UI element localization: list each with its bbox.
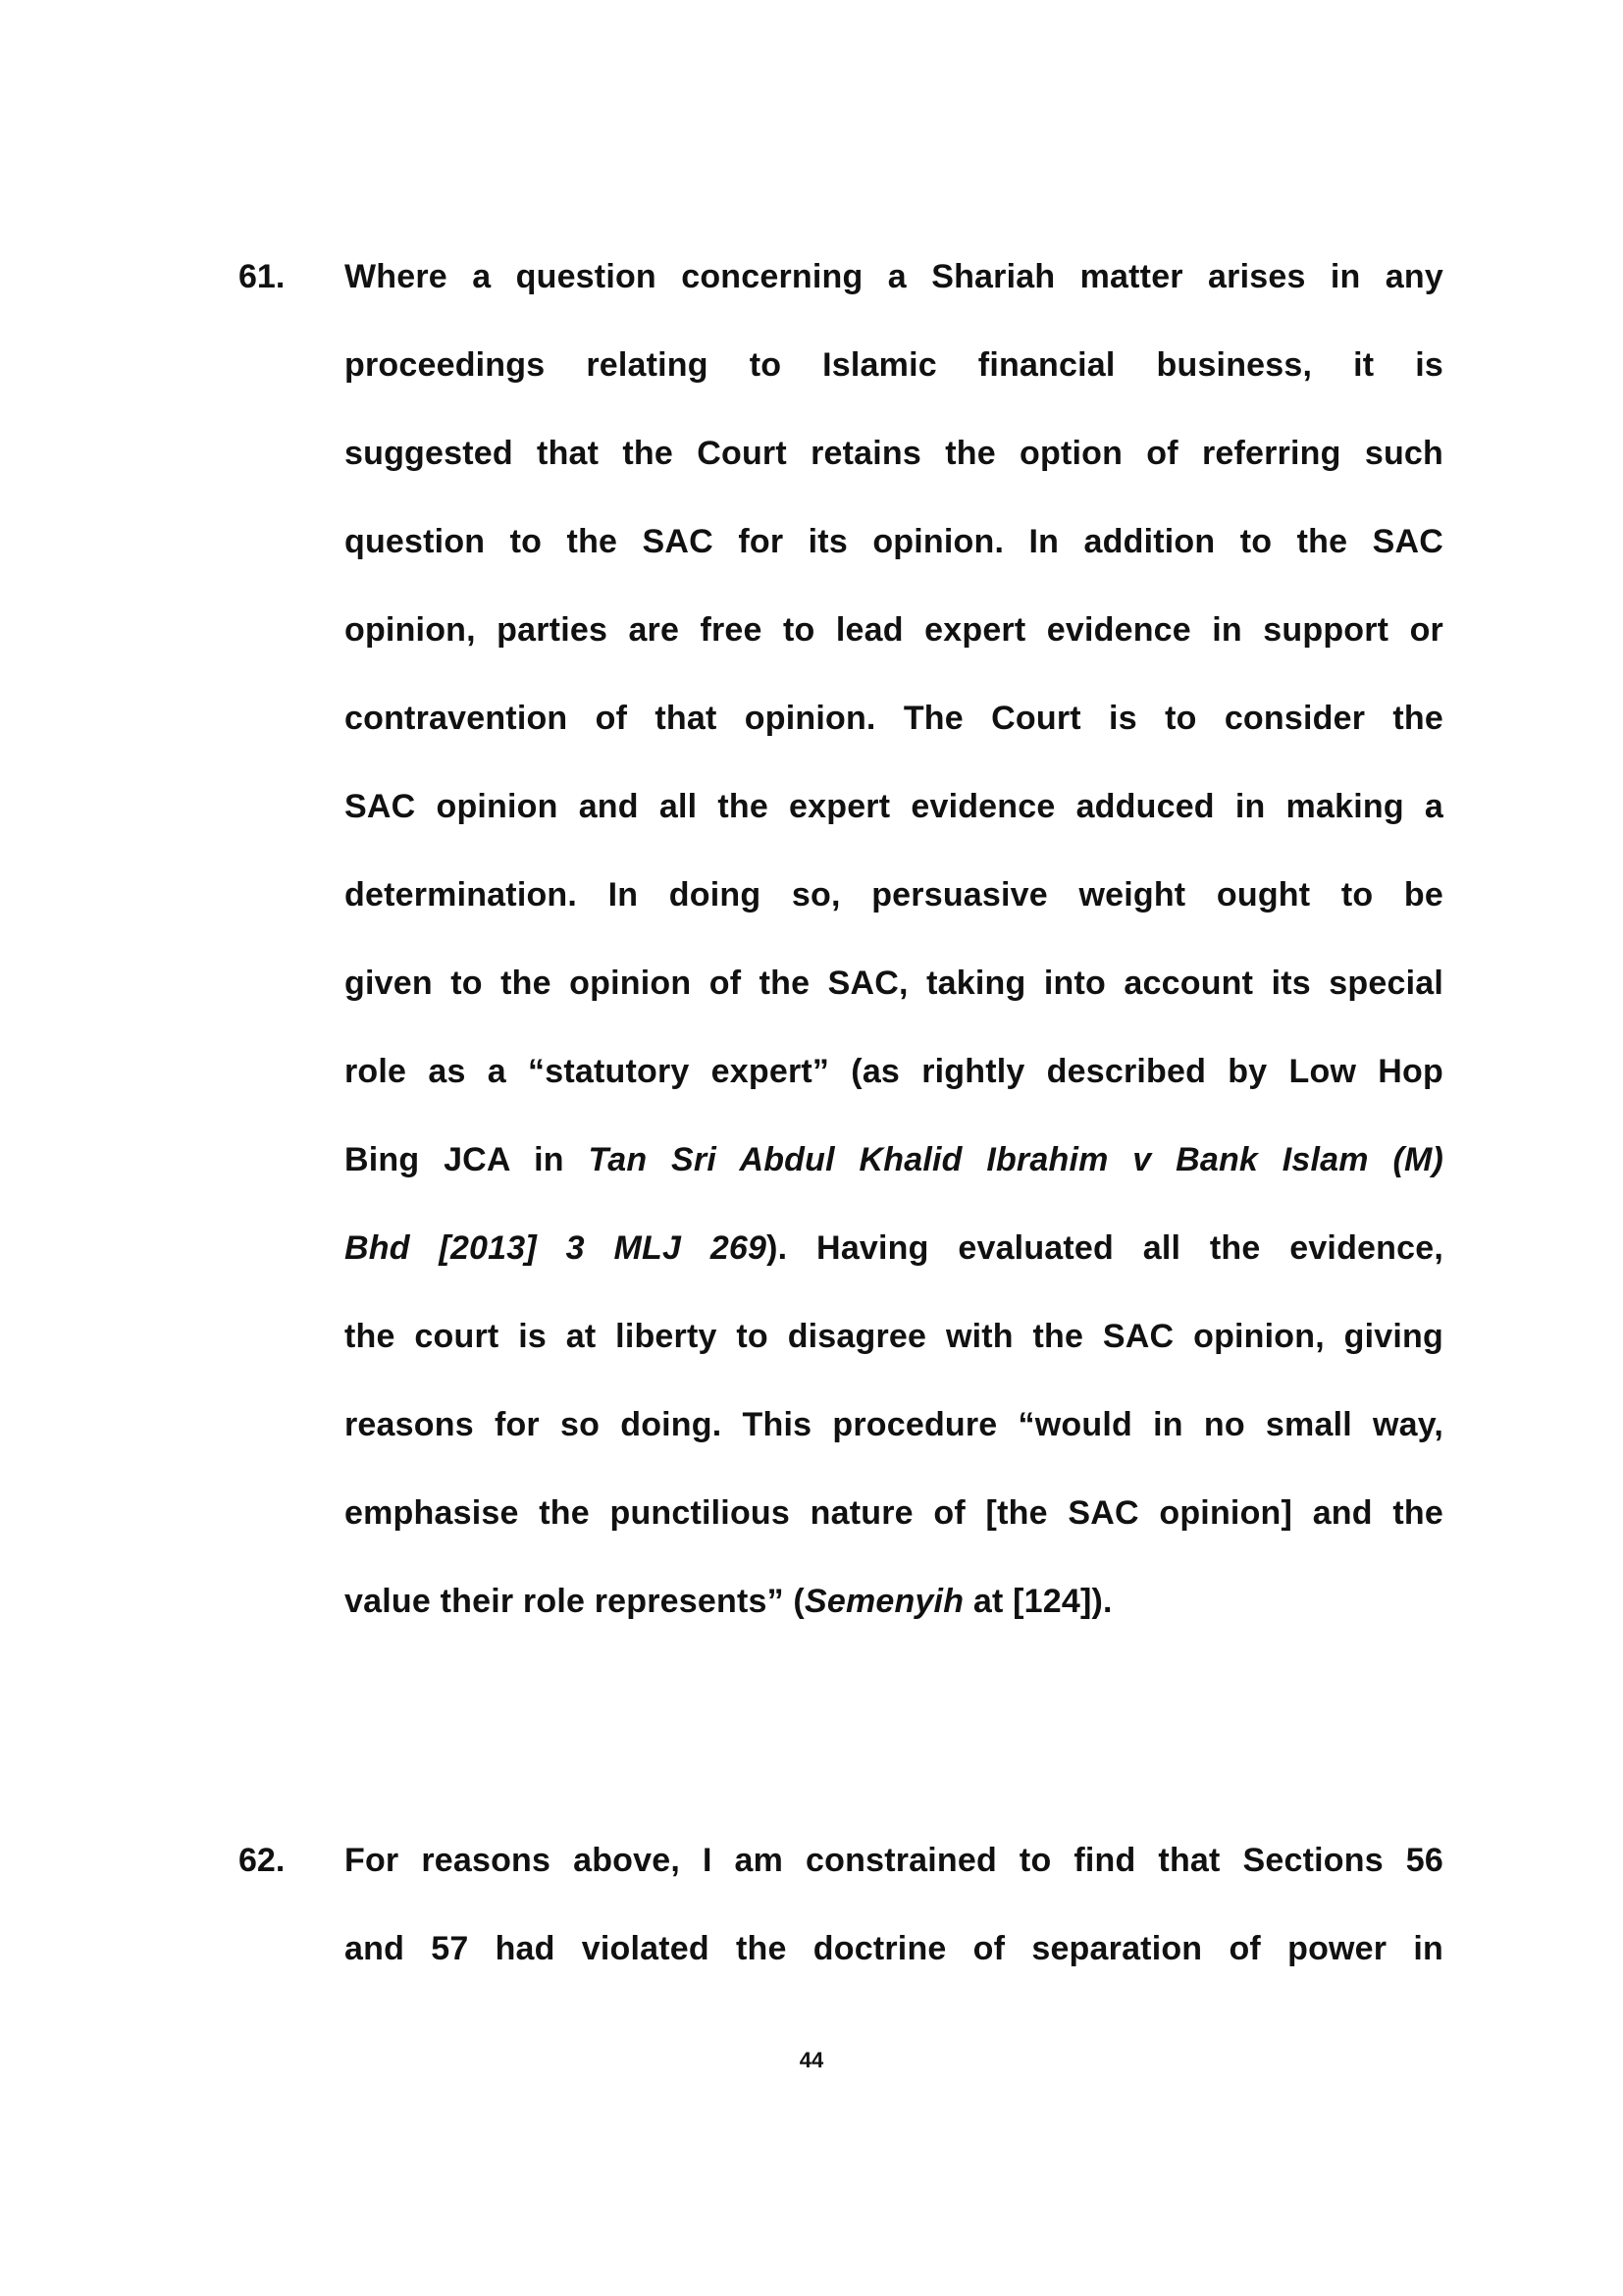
text-line: Bing JCA in Tan Sri Abdul Khalid Ibrahim v Bank Islam (M) <box>344 1141 1444 1178</box>
text-line: opinion, parties are free to lead expert evidence in support or <box>344 611 1443 649</box>
text-line: determination. In doing so, persuasive weight ought to be <box>344 876 1443 913</box>
text-line: and 57 had violated the doctrine of separation of power in <box>344 1930 1443 1967</box>
page-number: 44 <box>799 2048 824 2072</box>
text-line: value their role represents” (Semenyih at [124]). <box>344 1583 1113 1620</box>
text-line: question to the SAC for its opinion. In addition to the SAC <box>344 523 1443 560</box>
paragraph-body <box>344 233 1443 1645</box>
text-line: suggested that the Court retains the option of referring such <box>344 435 1443 472</box>
paragraph-body <box>344 1816 1443 1993</box>
text-line: reasons for so doing. This procedure “would in no small way, <box>344 1406 1443 1443</box>
case-citation: Bhd [2013] 3 MLJ 269 <box>344 1229 767 1267</box>
text-line: the court is at liberty to disagree with the SAC opinion, giving <box>344 1318 1443 1355</box>
text-line: SAC opinion and all the expert evidence adduced in making a <box>344 788 1443 825</box>
text-line: contravention of that opinion. The Court is to consider the <box>344 700 1443 737</box>
text-line: role as a “statutory expert” (as rightly described by Low Hop <box>344 1053 1443 1090</box>
text-line: Where a question concerning a Shariah matter arises in any <box>344 258 1443 295</box>
case-citation: Tan Sri Abdul Khalid Ibrahim v Bank Islam (M) <box>588 1141 1444 1178</box>
paragraph-number: 61. <box>238 258 286 295</box>
text-line: Bhd [2013] 3 MLJ 269). Having evaluated all the evidence, <box>344 1229 1443 1267</box>
text-line: given to the opinion of the SAC, taking into account its special <box>344 965 1443 1002</box>
text-line: For reasons above, I am constrained to find that Sections 56 <box>344 1842 1443 1879</box>
text-line: emphasise the punctilious nature of [the SAC opinion] and the <box>344 1494 1443 1532</box>
text-line: proceedings relating to Islamic financial business, it is <box>344 346 1443 384</box>
paragraph-number: 62. <box>238 1842 286 1879</box>
case-citation: Semenyih <box>804 1583 965 1620</box>
